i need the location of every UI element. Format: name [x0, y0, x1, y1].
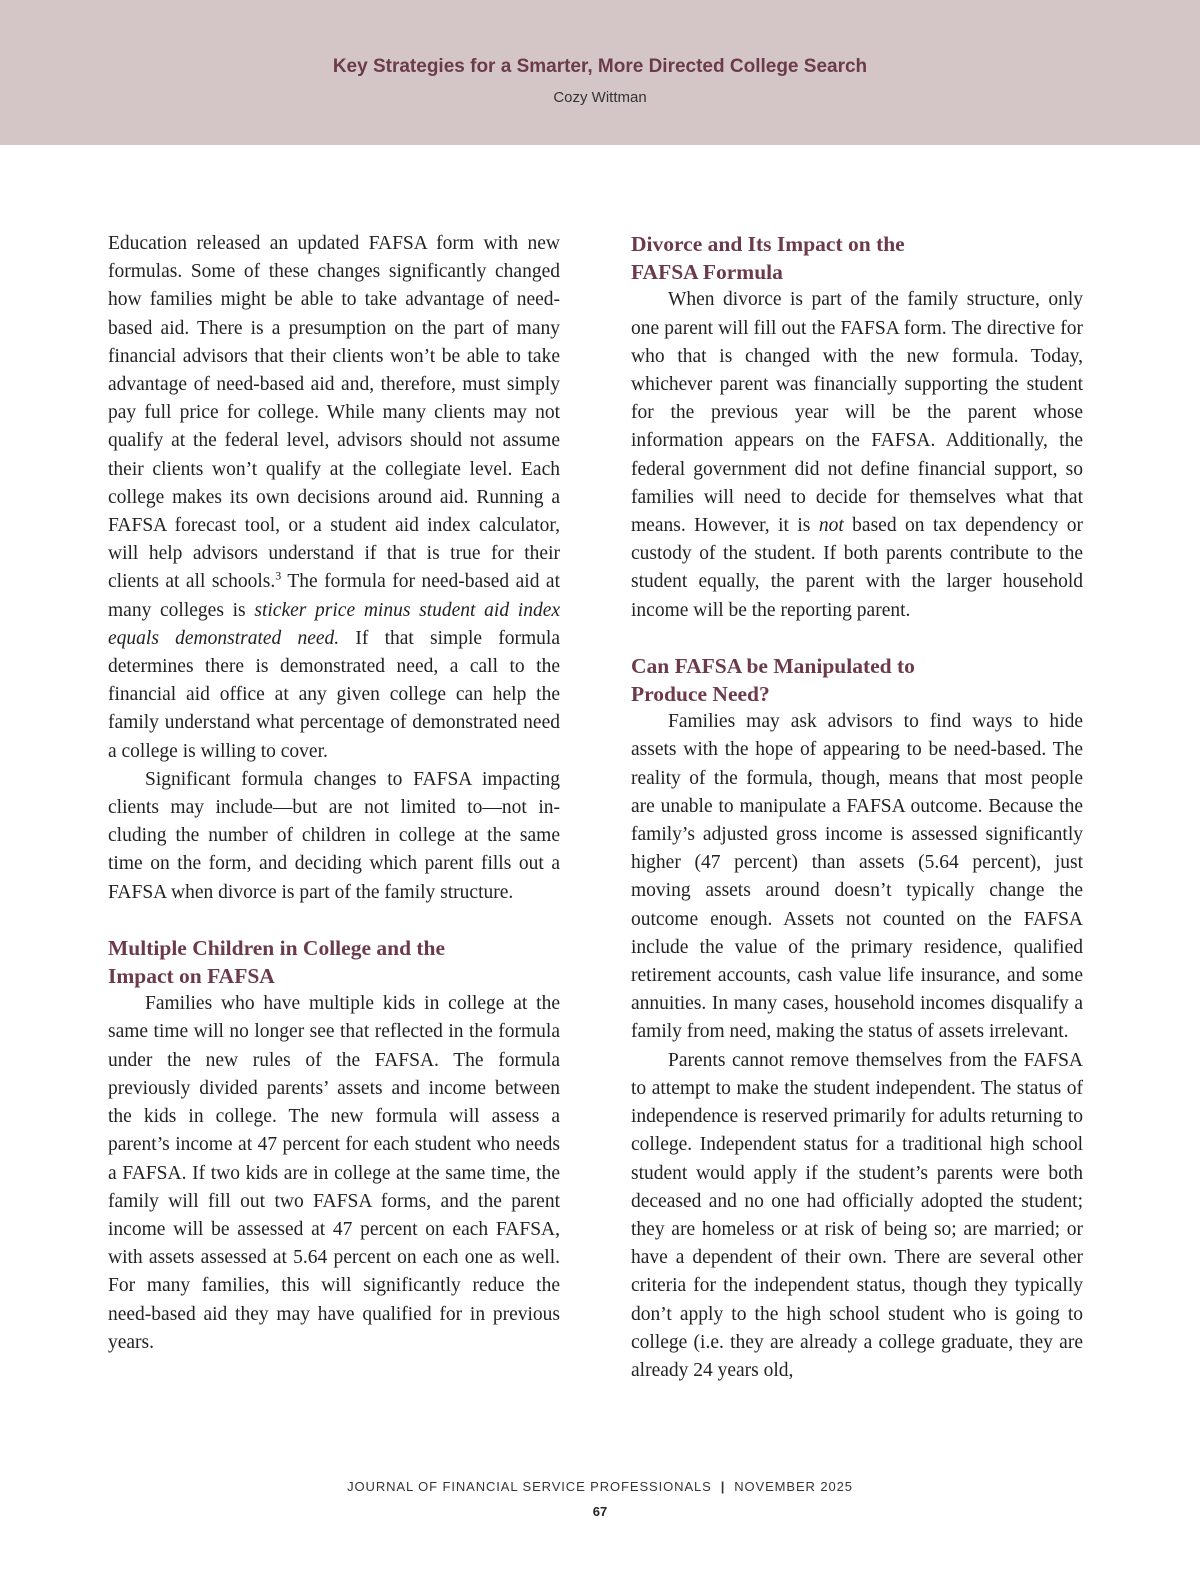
heading-line: Produce Need?	[631, 682, 770, 707]
body-paragraph: Significant formula changes to FAFSA impacting clients may include—but are not limited to—not including the number of children in college at the same time on the form, and deciding which parent fills out a FAFSA when divorce is part of the family structure.	[108, 768, 560, 903]
heading-line: FAFSA Formula	[631, 260, 783, 285]
body-paragraph: Families who have multiple kids in college at the same time will no longer see that reflected in the formula under the new rules of the FAFSA. The formula previously divided parents’ assets and income between the kids in college. The new formula will assess a parent’s income at 47 percent for each student who needs a FAFSA. If two kids are in college at the same time, the family will fill out two FAFSA forms, and the parent income will be assessed at 47 percent on each FAFSA, with assets assessed at 5.64 percent on each one as well. For many families, this will significantly reduce the need-based aid they may have qualified for in previous years.	[108, 993, 560, 1353]
body-paragraph: Parents cannot remove themselves from the FAFSA to attempt to make the student independent. The status of independence is reserved primarily for adults returning to college. Independent status for a traditional high school student would apply if the student’s parents were both deceased and no one had officially adopted the student; they are homeless or at risk of being so; are married; or have a dependent of their own. There are several other criteria for the independent status, though they typically don’t apply to the high school student who is going to college (i.e. they are already a college graduate, they are already 24 years old,	[631, 1049, 1083, 1381]
right-column	[631, 230, 1083, 1385]
paragraph-text: If that simple formula determines there is demonstrated need, a call to the financial aid office at any given college can help the family understand what percentage of demonstrated need a college is willing to cover.	[108, 627, 560, 762]
heading-line: Can FAFSA be Manipulated to	[631, 653, 915, 678]
heading-line: Divorce and Its Impact on the	[631, 232, 905, 256]
section-heading-multiple-children	[108, 934, 560, 990]
body-paragraph: Families may ask advisors to find ways to hide assets with the hope of appearing to be need-based. The reality of the formula, though, means that most people are unable to manipulate a FAFSA outcome. Because the family’s adjusted gross income is assessed significantly higher (47 percent) than assets (5.64 percent), just moving assets around doesn’t typically change the outcome enough. Assets not counted on the FAFSA include the value of the primary residence, qualified retirement accounts, cash value life insurance, and some annuities. In many cases, household incomes disqualify a family from need, making the status of assets irrelevant.	[631, 711, 1083, 1043]
journal-name: JOURNAL OF FINANCIAL SERVICE PROFESSIONALS	[347, 1479, 712, 1494]
issue-date: NOVEMBER 2025	[734, 1479, 853, 1494]
heading-line: Multiple Children in College and the	[108, 935, 446, 960]
paragraph-text: The formula for need-based aid at many colleges is	[108, 571, 560, 621]
section-heading-manipulation	[631, 652, 1083, 708]
header-banner	[0, 0, 1200, 145]
footer-separator: |	[720, 1479, 726, 1494]
paragraph-text: When divorce is part of the family structure, only one parent will fill out the FAFSA form. The directive for who that is changed with the new formula. Today, whichever parent was financially supporting the student for the previous year will be the parent whose information appears on the FAFSA. Additionally, the federal government did not define financial support, so families will need to decide for themselves what that means. However, it is	[631, 289, 1083, 537]
section-heading-divorce	[631, 230, 1083, 286]
paragraph-text: Education released an updated FAFSA form with new formulas. Some of these changes significantly changed how families might be able to take advantage of need-based aid. There is a presumption on the part of many financial advisors that their clients won’t be able to take advantage of need-based aid and, therefore, must simply pay full price for college. While many clients may not qualify at the federal level, advisors should not assume their clients won’t qualify at the collegiate level. Each college makes its own decisions around aid. Running a FAFSA forecast tool, or a student aid index calculator, will help advisors understand if that is true for their clients at all schools.	[108, 233, 560, 593]
article-title: Key Strategies for a Smarter, More Directed College Search	[332, 56, 868, 77]
page-footer	[0, 1479, 1200, 1494]
body-paragraph	[108, 230, 560, 766]
left-column	[108, 230, 560, 1357]
article-author: Cozy Wittman	[553, 89, 647, 106]
page-number: 67	[592, 1504, 608, 1519]
formula-emphasis: sticker price minus student aid index equals demonstrated need.	[108, 599, 561, 649]
footnote-ref: 3	[275, 568, 282, 583]
body-paragraph	[631, 286, 1083, 624]
emphasis-not: not	[818, 515, 844, 537]
paragraph-text: based on tax dependency or custody of the student. If both parents contribute to the student equally, the parent with the larger household income will be the reporting parent.	[631, 515, 1083, 621]
heading-line: Impact on FAFSA	[108, 964, 275, 989]
